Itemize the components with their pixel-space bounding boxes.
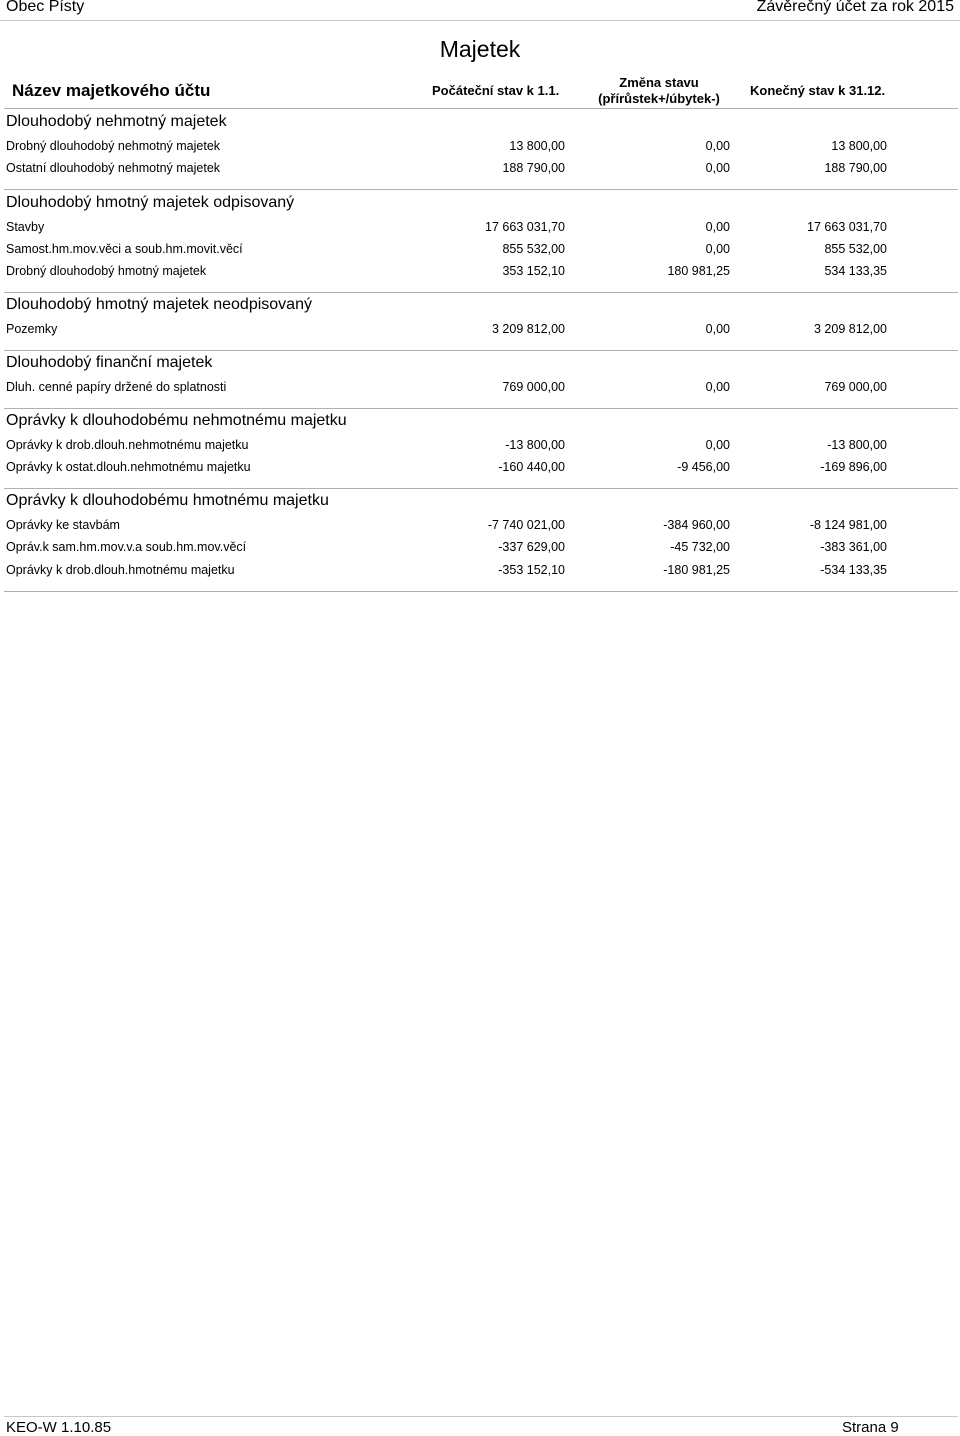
row-end-value: 534 133,35 [824, 264, 887, 278]
row-start-value: -160 440,00 [498, 460, 565, 474]
footer-version: KEO-W 1.10.85 [6, 1419, 112, 1436]
row-label: Dluh. cenné papíry držené do splatnosti [6, 380, 227, 394]
page-title: Majetek [439, 36, 521, 62]
row-start-value: -353 152,10 [498, 563, 565, 577]
row-end-value: -8 124 981,00 [809, 518, 887, 532]
row-label: Pozemky [6, 322, 58, 336]
section-title: Dlouhodobý hmotný majetek odpisovaný [6, 194, 295, 211]
row-end-value: 769 000,00 [824, 380, 887, 394]
column-header-start: Počáteční stav k 1.1. [432, 83, 560, 98]
row-change-value: 0,00 [705, 380, 730, 394]
row-change-value: 0,00 [705, 139, 730, 153]
row-change-value: 180 981,25 [667, 264, 730, 278]
row-end-value: 188 790,00 [824, 161, 887, 175]
row-change-value: -9 456,00 [677, 460, 730, 474]
row-end-value: -534 133,35 [820, 563, 887, 577]
row-label: Drobný dlouhodobý hmotný majetek [6, 264, 207, 278]
row-label: Opráv.k sam.hm.mov.v.a soub.hm.mov.věcí [6, 540, 247, 554]
section-rule [4, 350, 958, 351]
row-start-value: 17 663 031,70 [485, 220, 565, 234]
table-row [0, 139, 960, 157]
row-end-value: 13 800,00 [831, 139, 887, 153]
column-header-name: Název majetkového účtu [12, 81, 211, 100]
row-change-value: 0,00 [705, 242, 730, 256]
table-row [0, 518, 960, 536]
row-start-value: 855 532,00 [502, 242, 565, 256]
table-row [0, 438, 960, 456]
row-change-value: -45 732,00 [670, 540, 730, 554]
row-label: Drobný dlouhodobý nehmotný majetek [6, 139, 221, 153]
row-change-value: 0,00 [705, 161, 730, 175]
row-end-value: 3 209 812,00 [814, 322, 887, 336]
row-end-value: 17 663 031,70 [807, 220, 887, 234]
footer-page-number: Strana 9 [842, 1419, 899, 1436]
footer-rule [4, 1416, 958, 1417]
row-end-value: -383 361,00 [820, 540, 887, 554]
row-label: Oprávky k drob.dlouh.nehmotnému majetku [6, 438, 249, 452]
table-row [0, 161, 960, 179]
section-title: Dlouhodobý finanční majetek [6, 354, 213, 371]
row-label: Samost.hm.mov.věci a soub.hm.movit.věcí [6, 242, 243, 256]
row-start-value: -7 740 021,00 [487, 518, 565, 532]
row-start-value: 769 000,00 [502, 380, 565, 394]
table-row [0, 264, 960, 282]
column-header-change-line1: Změna stavu [619, 75, 699, 90]
section-title: Oprávky k dlouhodobému nehmotnému majetku [6, 412, 347, 429]
row-change-value: -384 960,00 [663, 518, 730, 532]
row-end-value: -169 896,00 [820, 460, 887, 474]
row-label: Oprávky k ostat.dlouh.nehmotnému majetku [6, 460, 251, 474]
table-row [0, 380, 960, 398]
header-report-title: Závěrečný účet za rok 2015 [756, 0, 954, 15]
column-header-rule [4, 108, 958, 109]
row-start-value: 3 209 812,00 [492, 322, 565, 336]
section-title: Oprávky k dlouhodobému hmotnému majetku [6, 492, 329, 509]
row-label: Stavby [6, 220, 45, 234]
row-change-value: 0,00 [705, 438, 730, 452]
row-label: Oprávky k drob.dlouh.hmotnému majetku [6, 563, 235, 577]
section-rule [4, 488, 958, 489]
row-end-value: 855 532,00 [824, 242, 887, 256]
row-change-value: 0,00 [705, 220, 730, 234]
section-rule [4, 408, 958, 409]
row-start-value: 13 800,00 [509, 139, 565, 153]
row-change-value: -180 981,25 [663, 563, 730, 577]
column-header-change [590, 75, 728, 107]
row-label: Oprávky ke stavbám [6, 518, 120, 532]
table-row [0, 540, 960, 558]
row-end-value: -13 800,00 [827, 438, 887, 452]
section-title: Dlouhodobý hmotný majetek neodpisovaný [6, 296, 312, 313]
table-row [0, 220, 960, 238]
table-row [0, 242, 960, 260]
column-header-change-line2: (přírůstek+/úbytek-) [598, 91, 720, 106]
column-header-end: Konečný stav k 31.12. [750, 83, 886, 98]
row-start-value: -337 629,00 [498, 540, 565, 554]
row-start-value: -13 800,00 [505, 438, 565, 452]
row-label: Ostatní dlouhodobý nehmotný majetek [6, 161, 221, 175]
table-row [0, 460, 960, 478]
header-rule [0, 20, 960, 21]
row-start-value: 188 790,00 [502, 161, 565, 175]
row-start-value: 353 152,10 [502, 264, 565, 278]
table-row [0, 322, 960, 340]
header-municipality: Obec Písty [6, 0, 85, 15]
table-end-rule [4, 591, 958, 592]
table-row [0, 563, 960, 581]
section-rule [4, 189, 958, 190]
section-title: Dlouhodobý nehmotný majetek [6, 113, 227, 130]
row-change-value: 0,00 [705, 322, 730, 336]
section-rule [4, 292, 958, 293]
